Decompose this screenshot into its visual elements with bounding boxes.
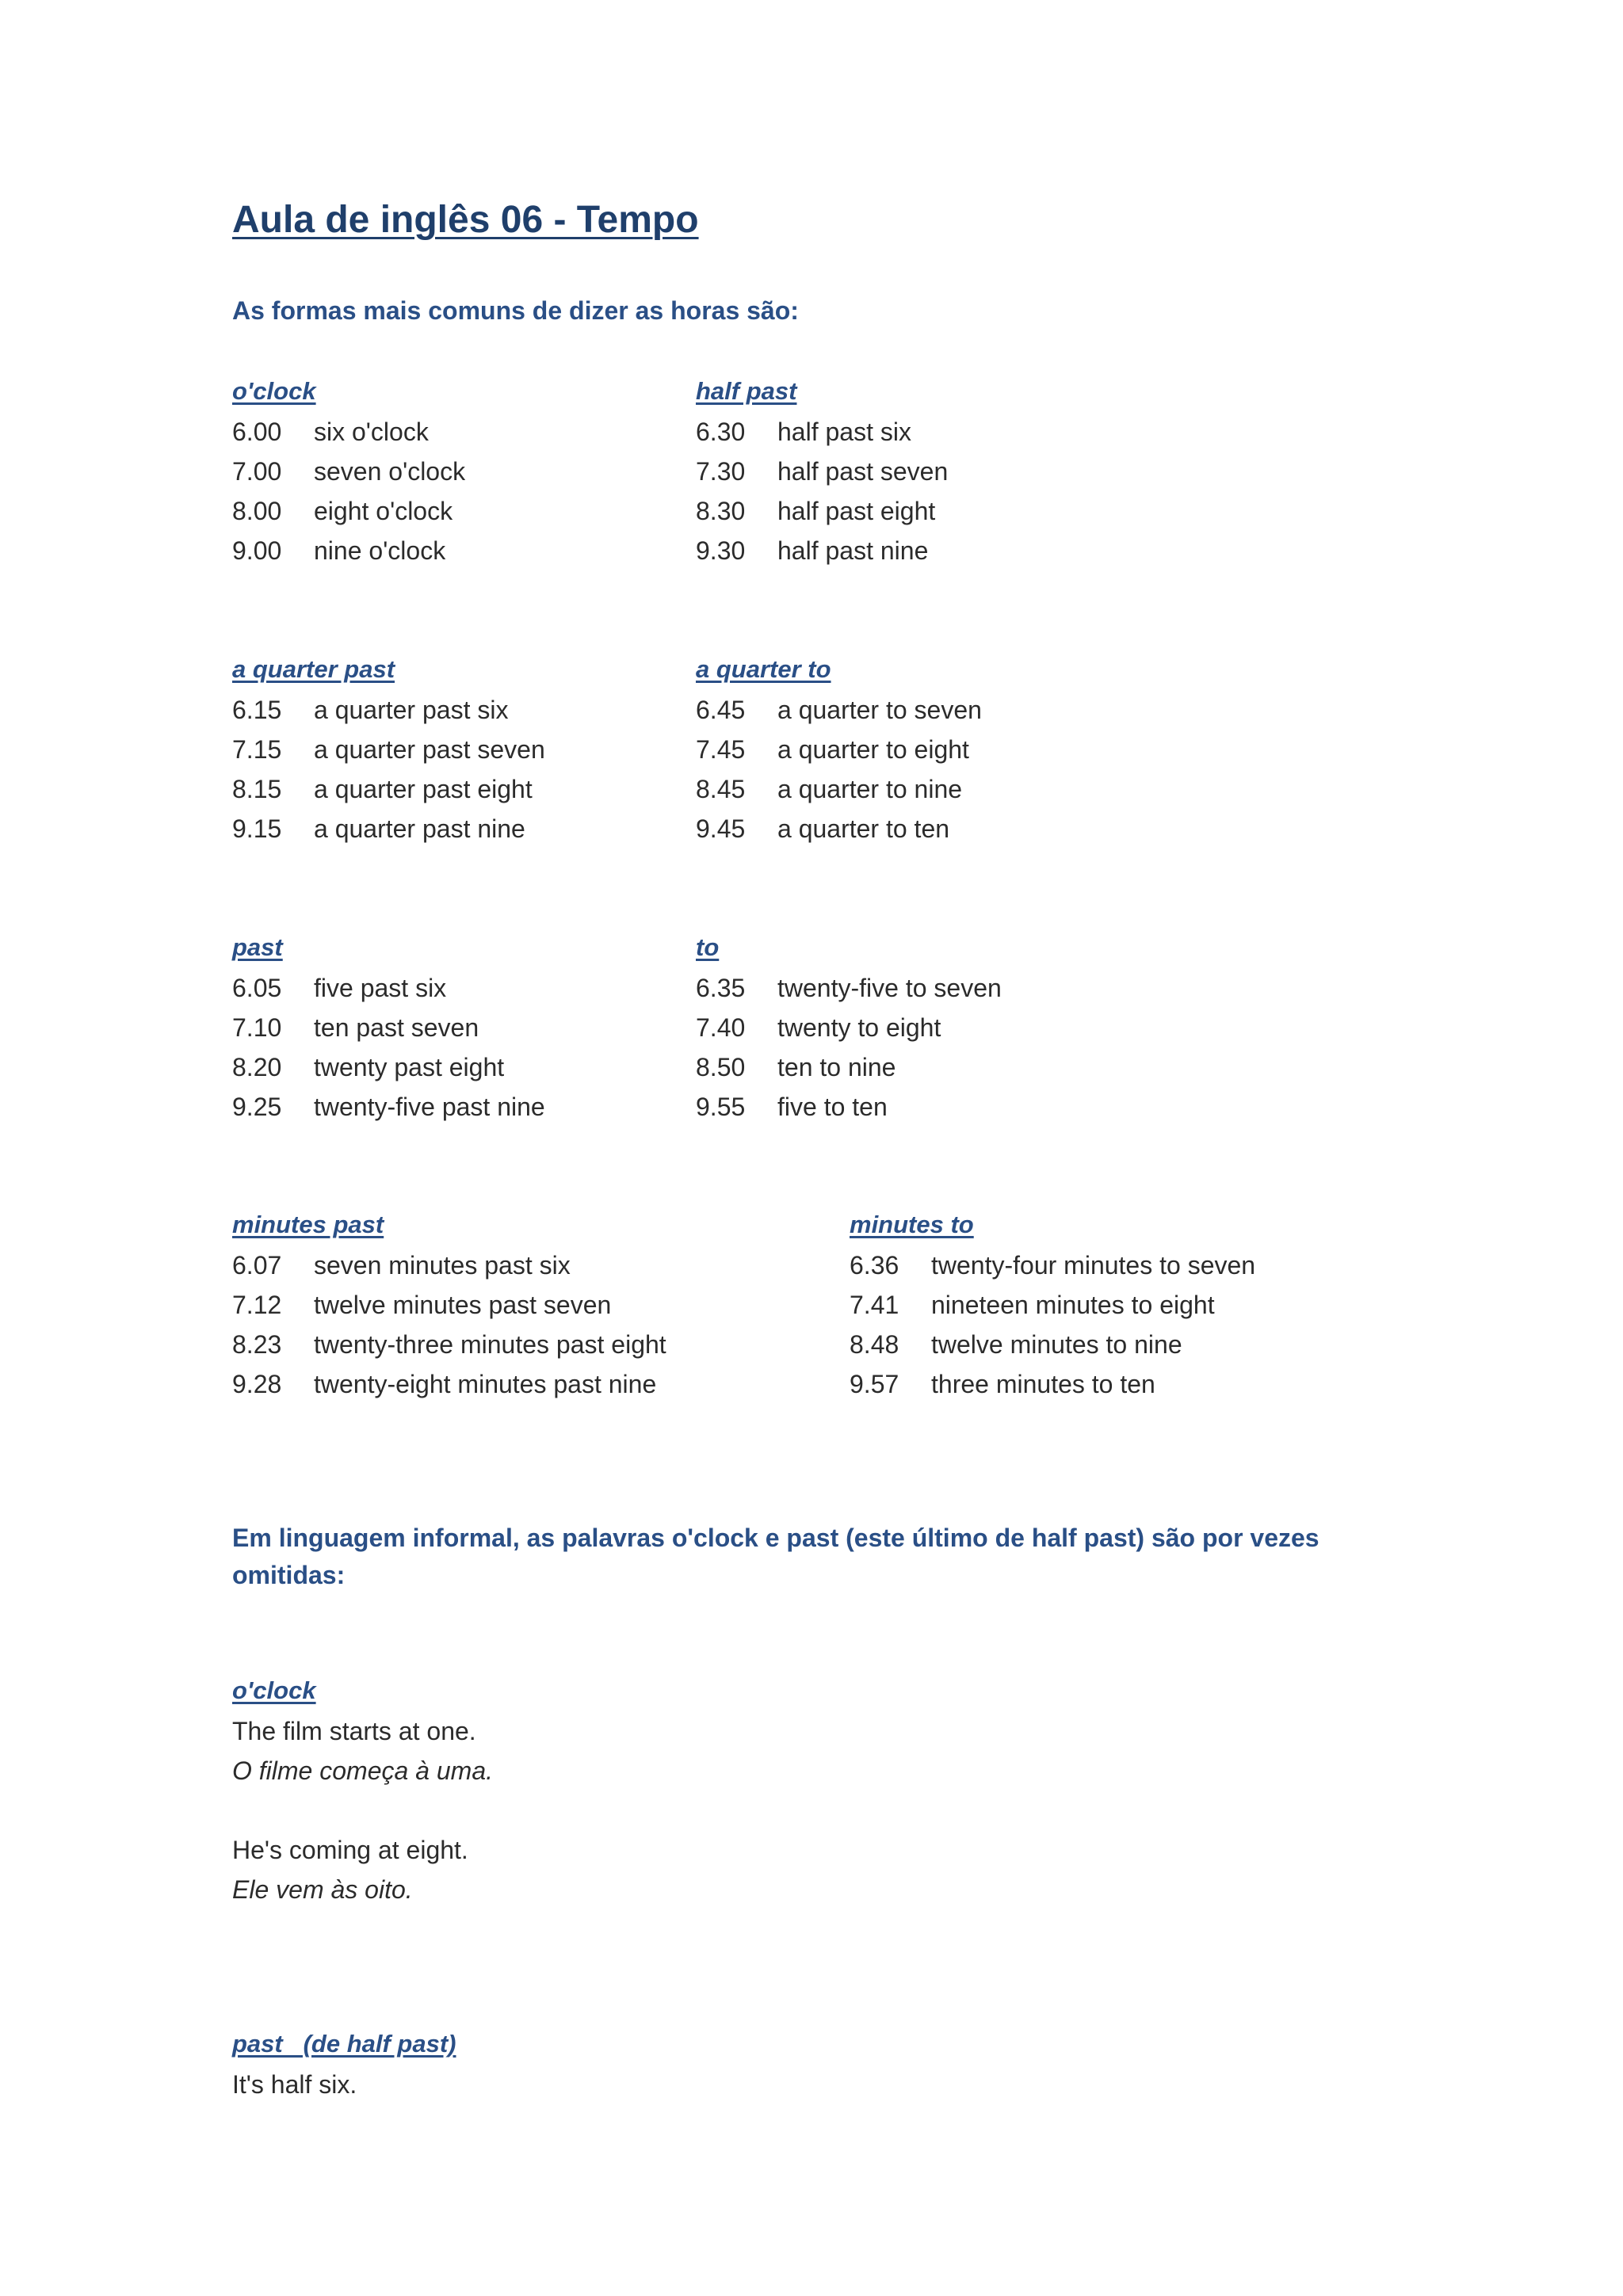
time-words: a quarter past eight: [314, 775, 533, 803]
time-words: three minutes to ten: [931, 1370, 1155, 1398]
time-words: six o'clock: [314, 418, 429, 446]
time-words: nineteen minutes to eight: [931, 1291, 1215, 1319]
time-value: 9.00: [232, 536, 282, 565]
time-words: a quarter past nine: [314, 814, 525, 843]
heading-to: to: [696, 933, 720, 961]
time-value: 9.15: [232, 814, 282, 843]
time-value: 9.55: [696, 1093, 746, 1121]
time-words: twenty to eight: [777, 1013, 941, 1042]
time-value: 8.00: [232, 497, 282, 525]
time-value: 6.30: [696, 418, 746, 446]
time-value: 7.40: [696, 1013, 746, 1042]
heading-minutes-to: minutes to: [850, 1211, 974, 1238]
time-value: 9.28: [232, 1370, 282, 1398]
time-words: half past nine: [777, 536, 929, 565]
time-words: a quarter to eight: [777, 735, 969, 764]
example-english: He's coming at eight.: [232, 1836, 468, 1864]
time-words: a quarter past seven: [314, 735, 545, 764]
heading-quarter-past: a quarter past: [232, 655, 395, 683]
time-words: twenty-five to seven: [777, 974, 1002, 1002]
time-value: 7.45: [696, 735, 746, 764]
time-words: a quarter to seven: [777, 696, 982, 724]
time-words: five to ten: [777, 1093, 888, 1121]
time-value: 9.25: [232, 1093, 282, 1121]
time-words: seven o'clock: [314, 457, 466, 486]
time-words: twenty-five past nine: [314, 1093, 545, 1121]
example-english: It's half six.: [232, 2070, 357, 2099]
time-words: ten to nine: [777, 1053, 896, 1081]
informal-note: Em linguagem informal, as palavras o'clock e past (este último de half past) são por vezes omitidas:: [232, 1524, 1319, 1589]
time-value: 6.07: [232, 1251, 282, 1280]
time-value: 8.30: [696, 497, 746, 525]
time-words: ten past seven: [314, 1013, 479, 1042]
time-value: 7.10: [232, 1013, 282, 1042]
example-3: [232, 2065, 357, 2104]
time-words: twelve minutes to nine: [931, 1330, 1182, 1359]
time-value: 9.45: [696, 814, 746, 843]
time-words: a quarter past six: [314, 696, 509, 724]
heading-quarter-to: a quarter to: [696, 655, 831, 683]
example-portuguese: Ele vem às oito.: [232, 1875, 413, 1904]
time-words: seven minutes past six: [314, 1251, 571, 1280]
time-value: 8.50: [696, 1053, 746, 1081]
time-words: five past six: [314, 974, 447, 1002]
time-words: eight o'clock: [314, 497, 453, 525]
time-value: 8.15: [232, 775, 282, 803]
time-value: 7.12: [232, 1291, 282, 1319]
heading-informal-oclock: o'clock: [232, 1676, 316, 1704]
heading-past: past: [232, 933, 283, 961]
time-value: 8.20: [232, 1053, 282, 1081]
example-portuguese: O filme começa à uma.: [232, 1756, 493, 1785]
time-words: nine o'clock: [314, 536, 446, 565]
time-words: half past seven: [777, 457, 949, 486]
time-words: twenty past eight: [314, 1053, 505, 1081]
time-words: a quarter to ten: [777, 814, 950, 843]
heading-half-past: half past: [696, 377, 797, 405]
time-value: 6.35: [696, 974, 746, 1002]
example-english: The film starts at one.: [232, 1717, 476, 1745]
time-value: 9.57: [850, 1370, 899, 1398]
heading-oclock: o'clock: [232, 377, 316, 405]
time-words: half past six: [777, 418, 911, 446]
time-value: 6.45: [696, 696, 746, 724]
time-words: half past eight: [777, 497, 936, 525]
time-words: twelve minutes past seven: [314, 1291, 612, 1319]
intro-text: As formas mais comuns de dizer as horas são:: [232, 296, 799, 325]
example-2: [232, 1830, 468, 1909]
time-value: 9.30: [696, 536, 746, 565]
example-1: [232, 1711, 493, 1791]
time-value: 6.05: [232, 974, 282, 1002]
time-value: 8.45: [696, 775, 746, 803]
heading-minutes-past: minutes past: [232, 1211, 384, 1238]
time-value: 7.00: [232, 457, 282, 486]
page-title: Aula de inglês 06 - Tempo: [232, 199, 699, 241]
time-value: 7.30: [696, 457, 746, 486]
time-words: twenty-four minutes to seven: [931, 1251, 1256, 1280]
time-value: 6.36: [850, 1251, 899, 1280]
time-value: 8.48: [850, 1330, 899, 1359]
time-value: 7.15: [232, 735, 282, 764]
time-value: 6.15: [232, 696, 282, 724]
time-words: a quarter to nine: [777, 775, 963, 803]
time-value: 8.23: [232, 1330, 282, 1359]
time-words: twenty-eight minutes past nine: [314, 1370, 657, 1398]
time-value: 6.00: [232, 418, 282, 446]
time-value: 7.41: [850, 1291, 899, 1319]
time-words: twenty-three minutes past eight: [314, 1330, 666, 1359]
heading-informal-past: past (de half past): [232, 2030, 456, 2058]
